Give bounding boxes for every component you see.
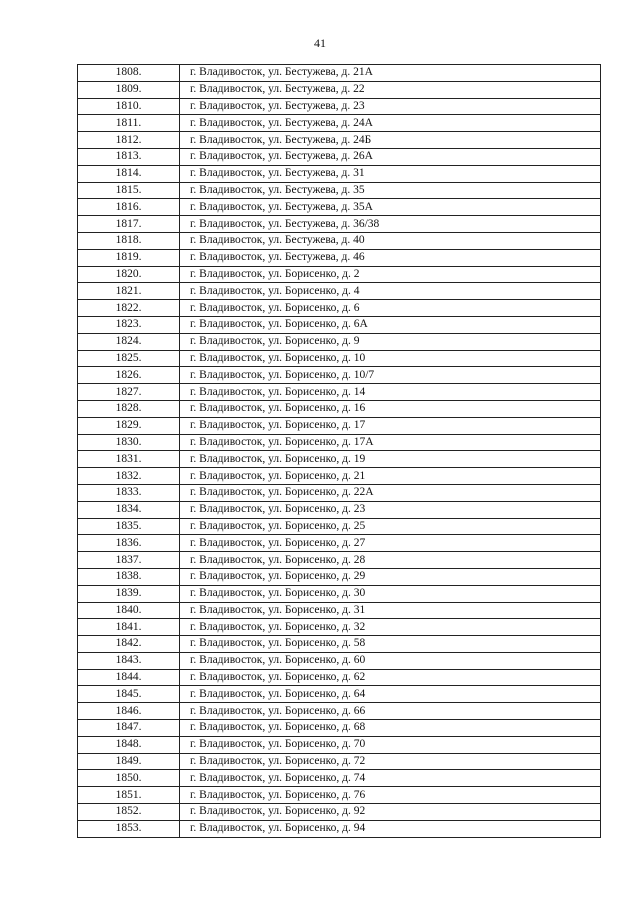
- address-cell: г. Владивосток, ул. Борисенко, д. 21: [180, 468, 601, 485]
- address-cell: г. Владивосток, ул. Бестужева, д. 36/38: [180, 216, 601, 233]
- table-row: [78, 417, 601, 434]
- address-cell: г. Владивосток, ул. Борисенко, д. 4: [180, 283, 601, 300]
- table-row: [78, 535, 601, 552]
- row-number-cell: 1836.: [78, 535, 180, 552]
- address-cell: г. Владивосток, ул. Борисенко, д. 2: [180, 266, 601, 283]
- row-number-cell: 1818.: [78, 232, 180, 249]
- address-cell: г. Владивосток, ул. Борисенко, д. 94: [180, 820, 601, 837]
- table-row: [78, 669, 601, 686]
- address-cell: г. Владивосток, ул. Борисенко, д. 76: [180, 787, 601, 804]
- row-number-cell: 1817.: [78, 216, 180, 233]
- table-row: [78, 552, 601, 569]
- row-number-cell: 1848.: [78, 736, 180, 753]
- address-cell: г. Владивосток, ул. Борисенко, д. 28: [180, 552, 601, 569]
- table-row: [78, 148, 601, 165]
- address-cell: г. Владивосток, ул. Борисенко, д. 32: [180, 619, 601, 636]
- table-row: [78, 736, 601, 753]
- row-number-cell: 1808.: [78, 65, 180, 82]
- table-row: [78, 636, 601, 653]
- row-number-cell: 1811.: [78, 115, 180, 132]
- table-row: [78, 216, 601, 233]
- page-number: 41: [314, 36, 326, 50]
- row-number-cell: 1837.: [78, 552, 180, 569]
- row-number-cell: 1820.: [78, 266, 180, 283]
- table-row: [78, 232, 601, 249]
- table-row: [78, 199, 601, 216]
- row-number-cell: 1851.: [78, 787, 180, 804]
- row-number-cell: 1850.: [78, 770, 180, 787]
- table-row: [78, 820, 601, 837]
- row-number-cell: 1821.: [78, 283, 180, 300]
- table-row: [78, 165, 601, 182]
- address-cell: г. Владивосток, ул. Бестужева, д. 40: [180, 232, 601, 249]
- address-cell: г. Владивосток, ул. Борисенко, д. 62: [180, 669, 601, 686]
- row-number-cell: 1819.: [78, 249, 180, 266]
- address-cell: г. Владивосток, ул. Бестужева, д. 31: [180, 165, 601, 182]
- address-cell: г. Владивосток, ул. Бестужева, д. 26А: [180, 148, 601, 165]
- address-cell: г. Владивосток, ул. Борисенко, д. 22А: [180, 484, 601, 501]
- row-number-cell: 1814.: [78, 165, 180, 182]
- address-cell: г. Владивосток, ул. Бестужева, д. 35: [180, 182, 601, 199]
- table-row: [78, 266, 601, 283]
- table-row: [78, 98, 601, 115]
- table-row: [78, 333, 601, 350]
- table-row: [78, 283, 601, 300]
- table-row: [78, 451, 601, 468]
- table-row: [78, 350, 601, 367]
- address-cell: г. Владивосток, ул. Борисенко, д. 19: [180, 451, 601, 468]
- table-row: [78, 602, 601, 619]
- row-number-cell: 1843.: [78, 652, 180, 669]
- table-row: [78, 703, 601, 720]
- address-cell: г. Владивосток, ул. Борисенко, д. 31: [180, 602, 601, 619]
- address-cell: г. Владивосток, ул. Борисенко, д. 66: [180, 703, 601, 720]
- row-number-cell: 1842.: [78, 636, 180, 653]
- address-cell: г. Владивосток, ул. Борисенко, д. 29: [180, 568, 601, 585]
- table-row: [78, 804, 601, 821]
- table-row: [78, 518, 601, 535]
- row-number-cell: 1845.: [78, 686, 180, 703]
- table-row: [78, 132, 601, 149]
- table-row: [78, 367, 601, 384]
- address-cell: г. Владивосток, ул. Бестужева, д. 35А: [180, 199, 601, 216]
- table-row: [78, 652, 601, 669]
- address-cell: г. Владивосток, ул. Борисенко, д. 16: [180, 400, 601, 417]
- address-cell: г. Владивосток, ул. Борисенко, д. 64: [180, 686, 601, 703]
- table-row: [78, 182, 601, 199]
- address-cell: г. Владивосток, ул. Бестужева, д. 23: [180, 98, 601, 115]
- address-cell: г. Владивосток, ул. Борисенко, д. 10: [180, 350, 601, 367]
- row-number-cell: 1812.: [78, 132, 180, 149]
- table-row: [78, 81, 601, 98]
- address-table: [77, 64, 601, 838]
- row-number-cell: 1846.: [78, 703, 180, 720]
- address-cell: г. Владивосток, ул. Бестужева, д. 24А: [180, 115, 601, 132]
- table-row: [78, 585, 601, 602]
- row-number-cell: 1816.: [78, 199, 180, 216]
- row-number-cell: 1822.: [78, 300, 180, 317]
- address-cell: г. Владивосток, ул. Борисенко, д. 17: [180, 417, 601, 434]
- address-cell: г. Владивосток, ул. Борисенко, д. 60: [180, 652, 601, 669]
- address-cell: г. Владивосток, ул. Борисенко, д. 70: [180, 736, 601, 753]
- row-number-cell: 1827.: [78, 384, 180, 401]
- address-cell: г. Владивосток, ул. Борисенко, д. 58: [180, 636, 601, 653]
- address-cell: г. Владивосток, ул. Борисенко, д. 68: [180, 720, 601, 737]
- address-cell: г. Владивосток, ул. Бестужева, д. 46: [180, 249, 601, 266]
- table-row: [78, 770, 601, 787]
- row-number-cell: 1831.: [78, 451, 180, 468]
- address-table-body: [78, 65, 601, 838]
- address-cell: г. Владивосток, ул. Борисенко, д. 27: [180, 535, 601, 552]
- table-row: [78, 720, 601, 737]
- table-row: [78, 619, 601, 636]
- row-number-cell: 1849.: [78, 753, 180, 770]
- address-cell: г. Владивосток, ул. Борисенко, д. 14: [180, 384, 601, 401]
- address-cell: г. Владивосток, ул. Борисенко, д. 6: [180, 300, 601, 317]
- row-number-cell: 1826.: [78, 367, 180, 384]
- row-number-cell: 1839.: [78, 585, 180, 602]
- row-number-cell: 1852.: [78, 804, 180, 821]
- row-number-cell: 1823.: [78, 316, 180, 333]
- row-number-cell: 1824.: [78, 333, 180, 350]
- address-cell: г. Владивосток, ул. Бестужева, д. 21А: [180, 65, 601, 82]
- table-row: [78, 249, 601, 266]
- address-cell: г. Владивосток, ул. Борисенко, д. 9: [180, 333, 601, 350]
- row-number-cell: 1841.: [78, 619, 180, 636]
- address-cell: г. Владивосток, ул. Борисенко, д. 72: [180, 753, 601, 770]
- table-row: [78, 115, 601, 132]
- row-number-cell: 1853.: [78, 820, 180, 837]
- row-number-cell: 1828.: [78, 400, 180, 417]
- row-number-cell: 1834.: [78, 501, 180, 518]
- address-cell: г. Владивосток, ул. Бестужева, д. 24Б: [180, 132, 601, 149]
- address-cell: г. Владивосток, ул. Бестужева, д. 22: [180, 81, 601, 98]
- row-number-cell: 1830.: [78, 434, 180, 451]
- table-row: [78, 568, 601, 585]
- table-row: [78, 484, 601, 501]
- address-cell: г. Владивосток, ул. Борисенко, д. 6А: [180, 316, 601, 333]
- table-row: [78, 316, 601, 333]
- row-number-cell: 1829.: [78, 417, 180, 434]
- row-number-cell: 1833.: [78, 484, 180, 501]
- table-row: [78, 501, 601, 518]
- table-row: [78, 787, 601, 804]
- table-row: [78, 65, 601, 82]
- address-cell: г. Владивосток, ул. Борисенко, д. 10/7: [180, 367, 601, 384]
- row-number-cell: 1825.: [78, 350, 180, 367]
- table-row: [78, 468, 601, 485]
- row-number-cell: 1813.: [78, 148, 180, 165]
- row-number-cell: 1809.: [78, 81, 180, 98]
- table-row: [78, 300, 601, 317]
- table-row: [78, 753, 601, 770]
- row-number-cell: 1835.: [78, 518, 180, 535]
- table-row: [78, 384, 601, 401]
- table-row: [78, 400, 601, 417]
- address-cell: г. Владивосток, ул. Борисенко, д. 17А: [180, 434, 601, 451]
- row-number-cell: 1838.: [78, 568, 180, 585]
- row-number-cell: 1815.: [78, 182, 180, 199]
- row-number-cell: 1840.: [78, 602, 180, 619]
- address-cell: г. Владивосток, ул. Борисенко, д. 25: [180, 518, 601, 535]
- address-cell: г. Владивосток, ул. Борисенко, д. 30: [180, 585, 601, 602]
- table-row: [78, 434, 601, 451]
- address-cell: г. Владивосток, ул. Борисенко, д. 23: [180, 501, 601, 518]
- row-number-cell: 1847.: [78, 720, 180, 737]
- row-number-cell: 1844.: [78, 669, 180, 686]
- row-number-cell: 1832.: [78, 468, 180, 485]
- address-cell: г. Владивосток, ул. Борисенко, д. 92: [180, 804, 601, 821]
- table-row: [78, 686, 601, 703]
- address-cell: г. Владивосток, ул. Борисенко, д. 74: [180, 770, 601, 787]
- row-number-cell: 1810.: [78, 98, 180, 115]
